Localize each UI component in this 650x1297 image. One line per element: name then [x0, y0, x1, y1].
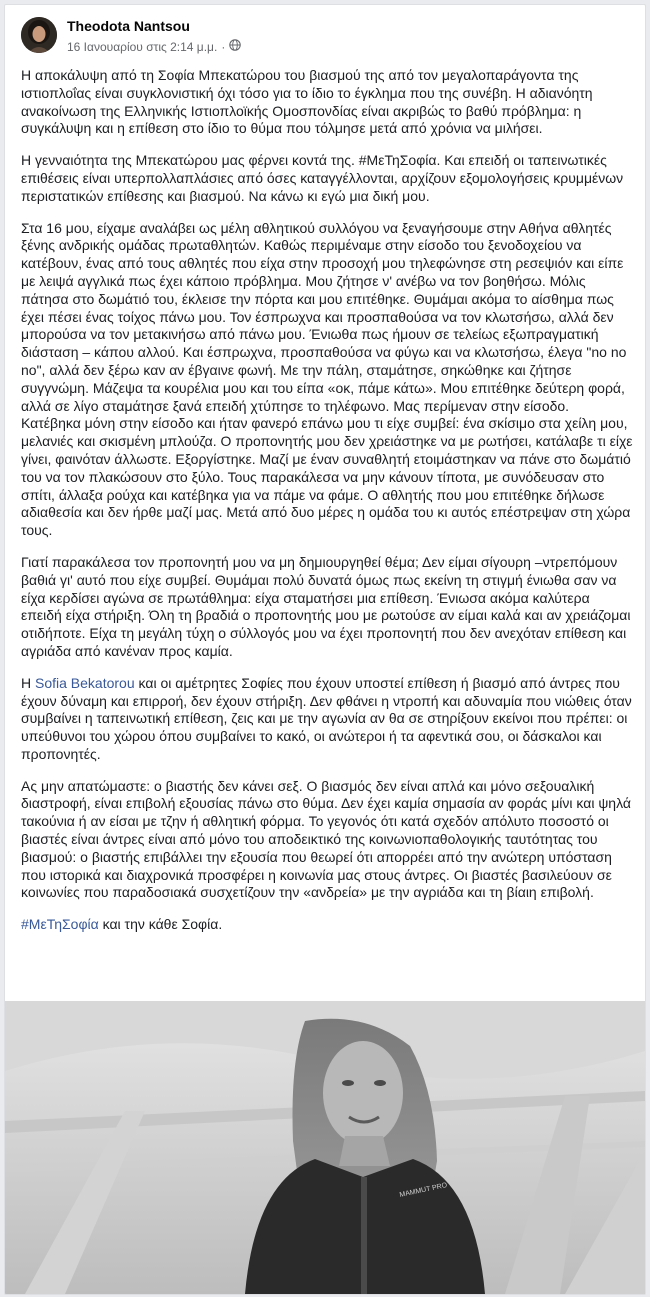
hashtag-link[interactable]: #ΜεΤηΣοφία	[21, 916, 99, 933]
mention-sofia-bekatorou[interactable]: Sofia Bekatorou	[35, 674, 135, 691]
post-header	[21, 15, 629, 61]
post-timestamp[interactable]: 16 Ιανουαρίου στις 2:14 μ.μ.	[67, 39, 218, 54]
post-closing	[21, 916, 633, 934]
meta-separator: ·	[221, 39, 226, 54]
post-paragraph-5: Γιατί παρακάλεσα τον προπονητή μου να μη δημιουργηθεί θέμα; Δεν είμαι σίγουρη –ντρεπόμουν βαθιά γι' αυτό που είχε συμβεί. Θυμάμαι πολύ δυνατά όμως πως εκείνη τη στιγμή ένιωθα σαν να είχα κερδίσει αγώνα σε πρωτάθλημα: είχα σταματήσει μια επίθεση. Ένιωσα ακόμα καλύτερα επειδή είχα στήριξη. Όλη τη βραδιά ο προπονητής μου με ρωτούσε αν είμαι καλά και αν χρειάζομαι οτιδήποτε. Είχα τη μεγάλη τύχη ο σύλλογός μου να έχει προπονητή που δεν ανεχόταν επίθεση και αγριάδα από κανέναν προς καμία.	[21, 553, 631, 659]
globe-icon	[229, 39, 241, 54]
jacket-logo: MAMMUT PRO	[398, 1182, 448, 1199]
post-body	[21, 67, 633, 948]
post-paragraph-3: Στα 16 μου, είχαμε αναλάβει ως μέλη αθλητικού συλλόγου να ξεναγήσουμε στην Αθήνα αθλητές ξένης ανδρικής ομάδας πρωταθλητών. Καθώς περιμέναμε στην είσοδο του ξενοδοχείου να κατέβουν, ένας από τους αθλητές που είχα στην προσοχή μου τηλεφώνησε στη ρεσεψιόν και είπε με λειψά αγγλικά πως έχει κάποιο πρόβλημα. Μου ζήτησε ν' ανέβω να τον βοηθήσω. Μόλις πάτησα στο δωμάτιό του, έκλεισε την πόρτα και μου επιτέθηκε. Θυμάμαι ακόμα το αίσθημα πως έχει πέσει ένας τοίχος πάνω μου. Τον έσπρωχνα και προσπαθούσα να τον κλωτσήσω, αλλά δεν μπορούσα να τον μετακινήσω από πάνω μου. Ένιωθα πως ήμουν σε τελείως εξωπραγματική διάσταση – κάπου αλλού. Και έσπρωχνα, προσπαθούσα να φύγω και να κλωτσήσω, έλεγα "no no no", αλλά δεν ξέρω καν αν έβγαινε φωνή. Με την πάλη, σταμάτησε, σηκώθηκε και ζήτησε συγγνώμη. Μάζεψα τα κουρέλια μου και του είπα «οκ, πάμε κάτω». Μου επιτέθηκε δεύτερη φορά, αλλά σε λίγο σταμάτησε ξανά επειδή χτύπησε το τηλέφωνο. Μας περίμεναν στην είσοδο.	[21, 219, 627, 414]
post-paragraph-2: Η γενναιότητα της Μπεκατώρου μας φέρνει κοντά της. #ΜεΤηΣοφία. Και επειδή οι ταπεινωτικές επιθέσεις είναι υπερπολλαπλάσιες από όσες καταγγέλλονται, αρχίζουν εξομολογήσεις κρυμμένων περιστατικών επίθεσης και βιασμού. Να κάνω κι εγώ μια δική μου.	[21, 152, 624, 204]
post-paragraph-7: Ας μην απατώμαστε: ο βιαστής δεν κάνει σεξ. Ο βιασμός δεν είναι απλά και μόνο σεξουαλική διαστροφή, είναι επιβολή εξουσίας πάνω στο θύμα. Δεν έχει καμία σημασία αν φοράς μίνι και ψηλά τακούνια ή αν είσαι με τζην ή αθλητική φόρμα. Το γεγονός ότι κατά σχεδόν απόλυτο ποσοστό οι βιαστές είναι άντρες είναι από μόνο του αποδεικτικό της κοινωνιοπαθολογικής ταυτότητας του βιασμού: ο βιαστής επιβάλλει την εξουσία που θεωρεί ότι απορρέει από την ανώτερη υπόσταση που ιστορικά και διαχρονικά προσφέρει η κοινωνία μας στους άντρες. Οι βιαστές βασιλεύουν σε κοινωνίες που παραδοσιακά συσχετίζουν την «ανδρεία» με την αγριάδα και τη βίαιη επιβολή.	[21, 777, 631, 901]
post-paragraph-6	[21, 675, 633, 764]
post-meta	[67, 39, 241, 54]
post-paragraph-1: Η αποκάλυψη από τη Σοφία Μπεκατώρου του βιασμού της από τον μεγαλοπαράγοντα της ιστιοπλοΐας είναι συγκλονιστική όχι τόσο για το ίδιο το έγκλημα που της συνέβη. Η αδιανόητη ανακοίνωση της Ελληνικής Ιστιοπλοϊκής Ομοσπονδίας είναι ακριβώς το βαθύ πρόβλημα: η συγκάλυψη και η επίθεση στο ίδιο το θύμα που τόλμησε μετά από χρόνια να μιλήσει.	[21, 67, 593, 137]
post-paragraph-4: Κατέβηκα μόνη στην είσοδο και ήταν φανερό επάνω μου τι είχε συμβεί: ένα σκίσιμο στα χείλη μου, μελανιές και σκισμένη μπλούζα. Ο προπονητής μου δεν χρειάστηκε να με ρωτήσει, κατάλαβε τι είχε γίνει, φαινόταν άλλωστε. Εξοργίστηκε. Μαζί με έναν συναθλητή ετοιμάστηκαν να πάνε στο δωμάτιό του να τον πλακώσουν στο ξύλο. Τους παρακάλεσα να μην κάνουν τίποτα, με συνόδευσαν στο σπίτι, άλλαξα ρούχα και κατέβηκα για να πάμε να φάμε. Ο αθλητής που μου επιτέθηκε δήλωσε αδιαθεσία και δεν ήρθε μαζί μας. Μετά από δυο μέρες η ομάδα του κι αυτός επέστρεψαν στη χώρα τους.	[21, 415, 633, 539]
facebook-post-card	[4, 4, 646, 1295]
author-avatar[interactable]	[21, 17, 57, 53]
author-name[interactable]: Theodota Nantsou	[67, 18, 190, 34]
paragraph-6-before: Η	[21, 674, 35, 691]
sofia-bekatorou-photo[interactable]	[5, 1001, 645, 1294]
paragraph-6-after: και οι αμέτρητες Σοφίες που έχουν υποστεί επίθεση ή βιασμό από άντρες που έχουν δύναμη και επιρροή, δεν έχουν στήριξη. Δεν φθάνει η ντροπή και αδυναμία που νιώθεις όταν συμβαίνει η ταπεινωτική επίθεση, ζεις και με την αγωνία αν θα σε στηρίξουν εκείνοι που πρέπει: οι υπεύθυνοι του χώρου όπου συμβαίνει το κακό, οι ανώτεροι ή τα αφεντικά σου, οι δάσκαλοι και προπονητές.	[21, 674, 632, 762]
closing-text: και την κάθε Σοφία.	[98, 916, 223, 933]
post-photo-image	[5, 1001, 645, 1294]
avatar-image	[21, 17, 57, 53]
